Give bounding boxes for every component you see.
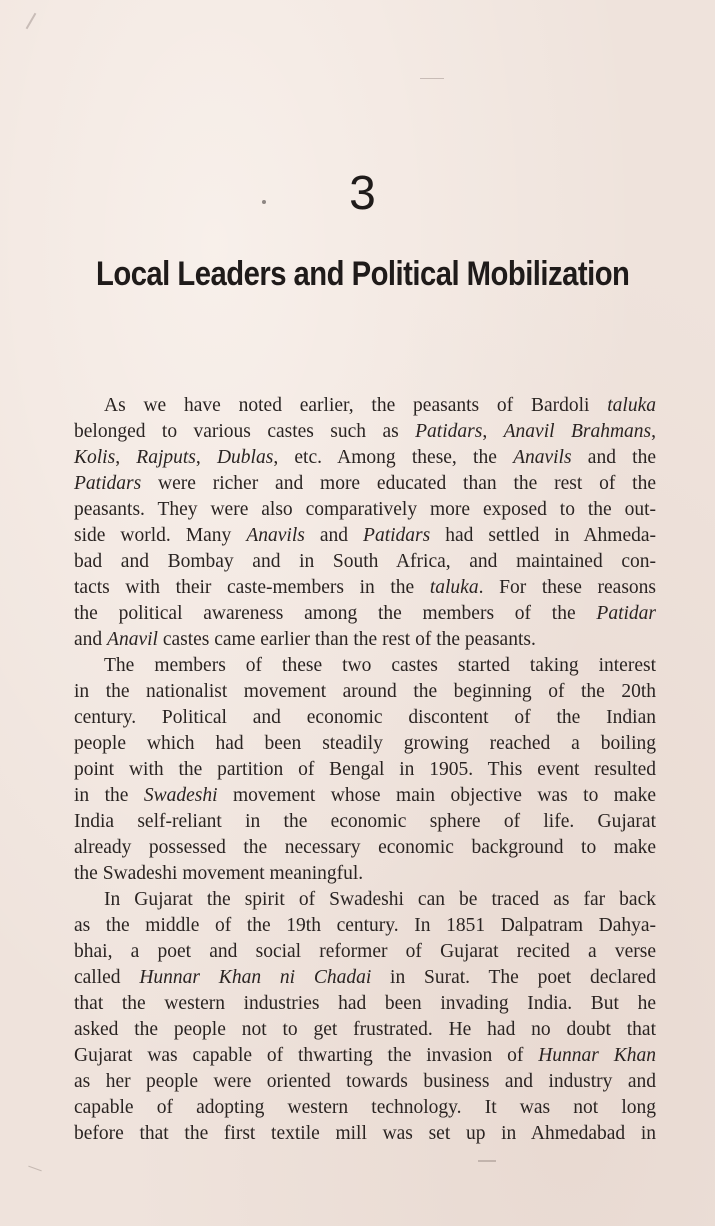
text-line: point with the partition of Bengal in 1905. This event resulted — [74, 759, 656, 780]
italic-term: Swadeshi — [143, 785, 218, 806]
text-line: Gujarat was capable of thwarting the invasion of Hunnar Khan — [74, 1045, 656, 1066]
italic-term: Patidars — [74, 473, 142, 494]
text-line: already possessed the necessary economic background to make — [74, 837, 656, 858]
italic-term: Patidars — [363, 525, 431, 546]
text-line: The members of these two castes started taking interest — [104, 655, 656, 676]
text-line: asked the people not to get frustrated. He had no doubt that — [74, 1019, 656, 1040]
text-line: As we have noted earlier, the peasants of Bardoli taluka — [104, 395, 656, 416]
text-line: before that the first textile mill was set up in Ahmedabad in — [74, 1123, 656, 1144]
text-line: century. Political and economic discontent of the Indian — [74, 707, 656, 728]
text-line: as her people were oriented towards business and industry and — [74, 1071, 656, 1092]
body-text — [74, 393, 656, 1147]
italic-term: Anavils — [513, 447, 572, 468]
text-line: the Swadeshi movement meaningful. — [74, 863, 364, 884]
text-line: Kolis, Rajputs, Dublas, etc. Among these, the Anavils and the — [74, 447, 656, 468]
text-line: people which had been steadily growing reached a boiling — [74, 733, 656, 754]
text-line: in the nationalist movement around the beginning of the 20th — [74, 681, 656, 702]
italic-term: Patidars — [415, 421, 483, 442]
text-line: bad and Bombay and in South Africa, and maintained con- — [74, 551, 656, 572]
text-line: belonged to various castes such as Patidars, Anavil Brahmans, — [74, 421, 656, 442]
text-line: capable of adopting western technology. It was not long — [74, 1097, 656, 1118]
text-line: the political awareness among the members of the Patidar — [74, 603, 656, 624]
italic-term: Dublas — [216, 447, 274, 468]
italic-term: Kolis — [74, 447, 116, 468]
text-line: Patidars were richer and more educated than the rest of the — [74, 473, 656, 494]
italic-term: Anavil Brahmans — [503, 421, 652, 442]
italic-term: taluka — [607, 395, 656, 416]
italic-term: Hunnar Khan — [538, 1045, 656, 1066]
text-line: tacts with their caste-members in the taluka. For these reasons — [74, 577, 656, 598]
paper-mark — [28, 1166, 41, 1172]
text-line: side world. Many Anavils and Patidars had settled in Ahmeda- — [74, 525, 657, 546]
italic-term: Rajputs — [136, 447, 196, 468]
text-line: In Gujarat the spirit of Swadeshi can be traced as far back — [104, 889, 656, 910]
text-line: called Hunnar Khan ni Chadai in Surat. The poet declared — [74, 967, 656, 988]
text-line: India self-reliant in the economic sphere of life. Gujarat — [74, 811, 656, 832]
text-line: and Anavil castes came earlier than the rest of the peasants. — [74, 629, 536, 650]
italic-term: Patidar — [596, 603, 656, 624]
chapter-title: Local Leaders and Political Mobilization — [96, 255, 630, 293]
paper-mark — [420, 78, 444, 79]
text-line: that the western industries had been invading India. But he — [74, 993, 656, 1014]
italic-term: taluka — [429, 577, 479, 598]
paper-mark — [26, 13, 37, 30]
italic-term: Anavil — [107, 629, 158, 650]
text-line: peasants. They were also comparatively more exposed to the out- — [74, 499, 656, 520]
text-line: as the middle of the 19th century. In 1851 Dalpatram Dahya- — [74, 915, 656, 936]
chapter-number: 3 — [349, 167, 376, 220]
italic-term: Anavils — [246, 525, 305, 546]
text-line: in the Swadeshi movement whose main objective was to make — [74, 785, 656, 806]
text-line: bhai, a poet and social reformer of Gujarat recited a verse — [74, 941, 656, 962]
italic-term: Hunnar Khan ni Chadai — [139, 967, 372, 988]
paper-mark — [478, 1160, 496, 1162]
